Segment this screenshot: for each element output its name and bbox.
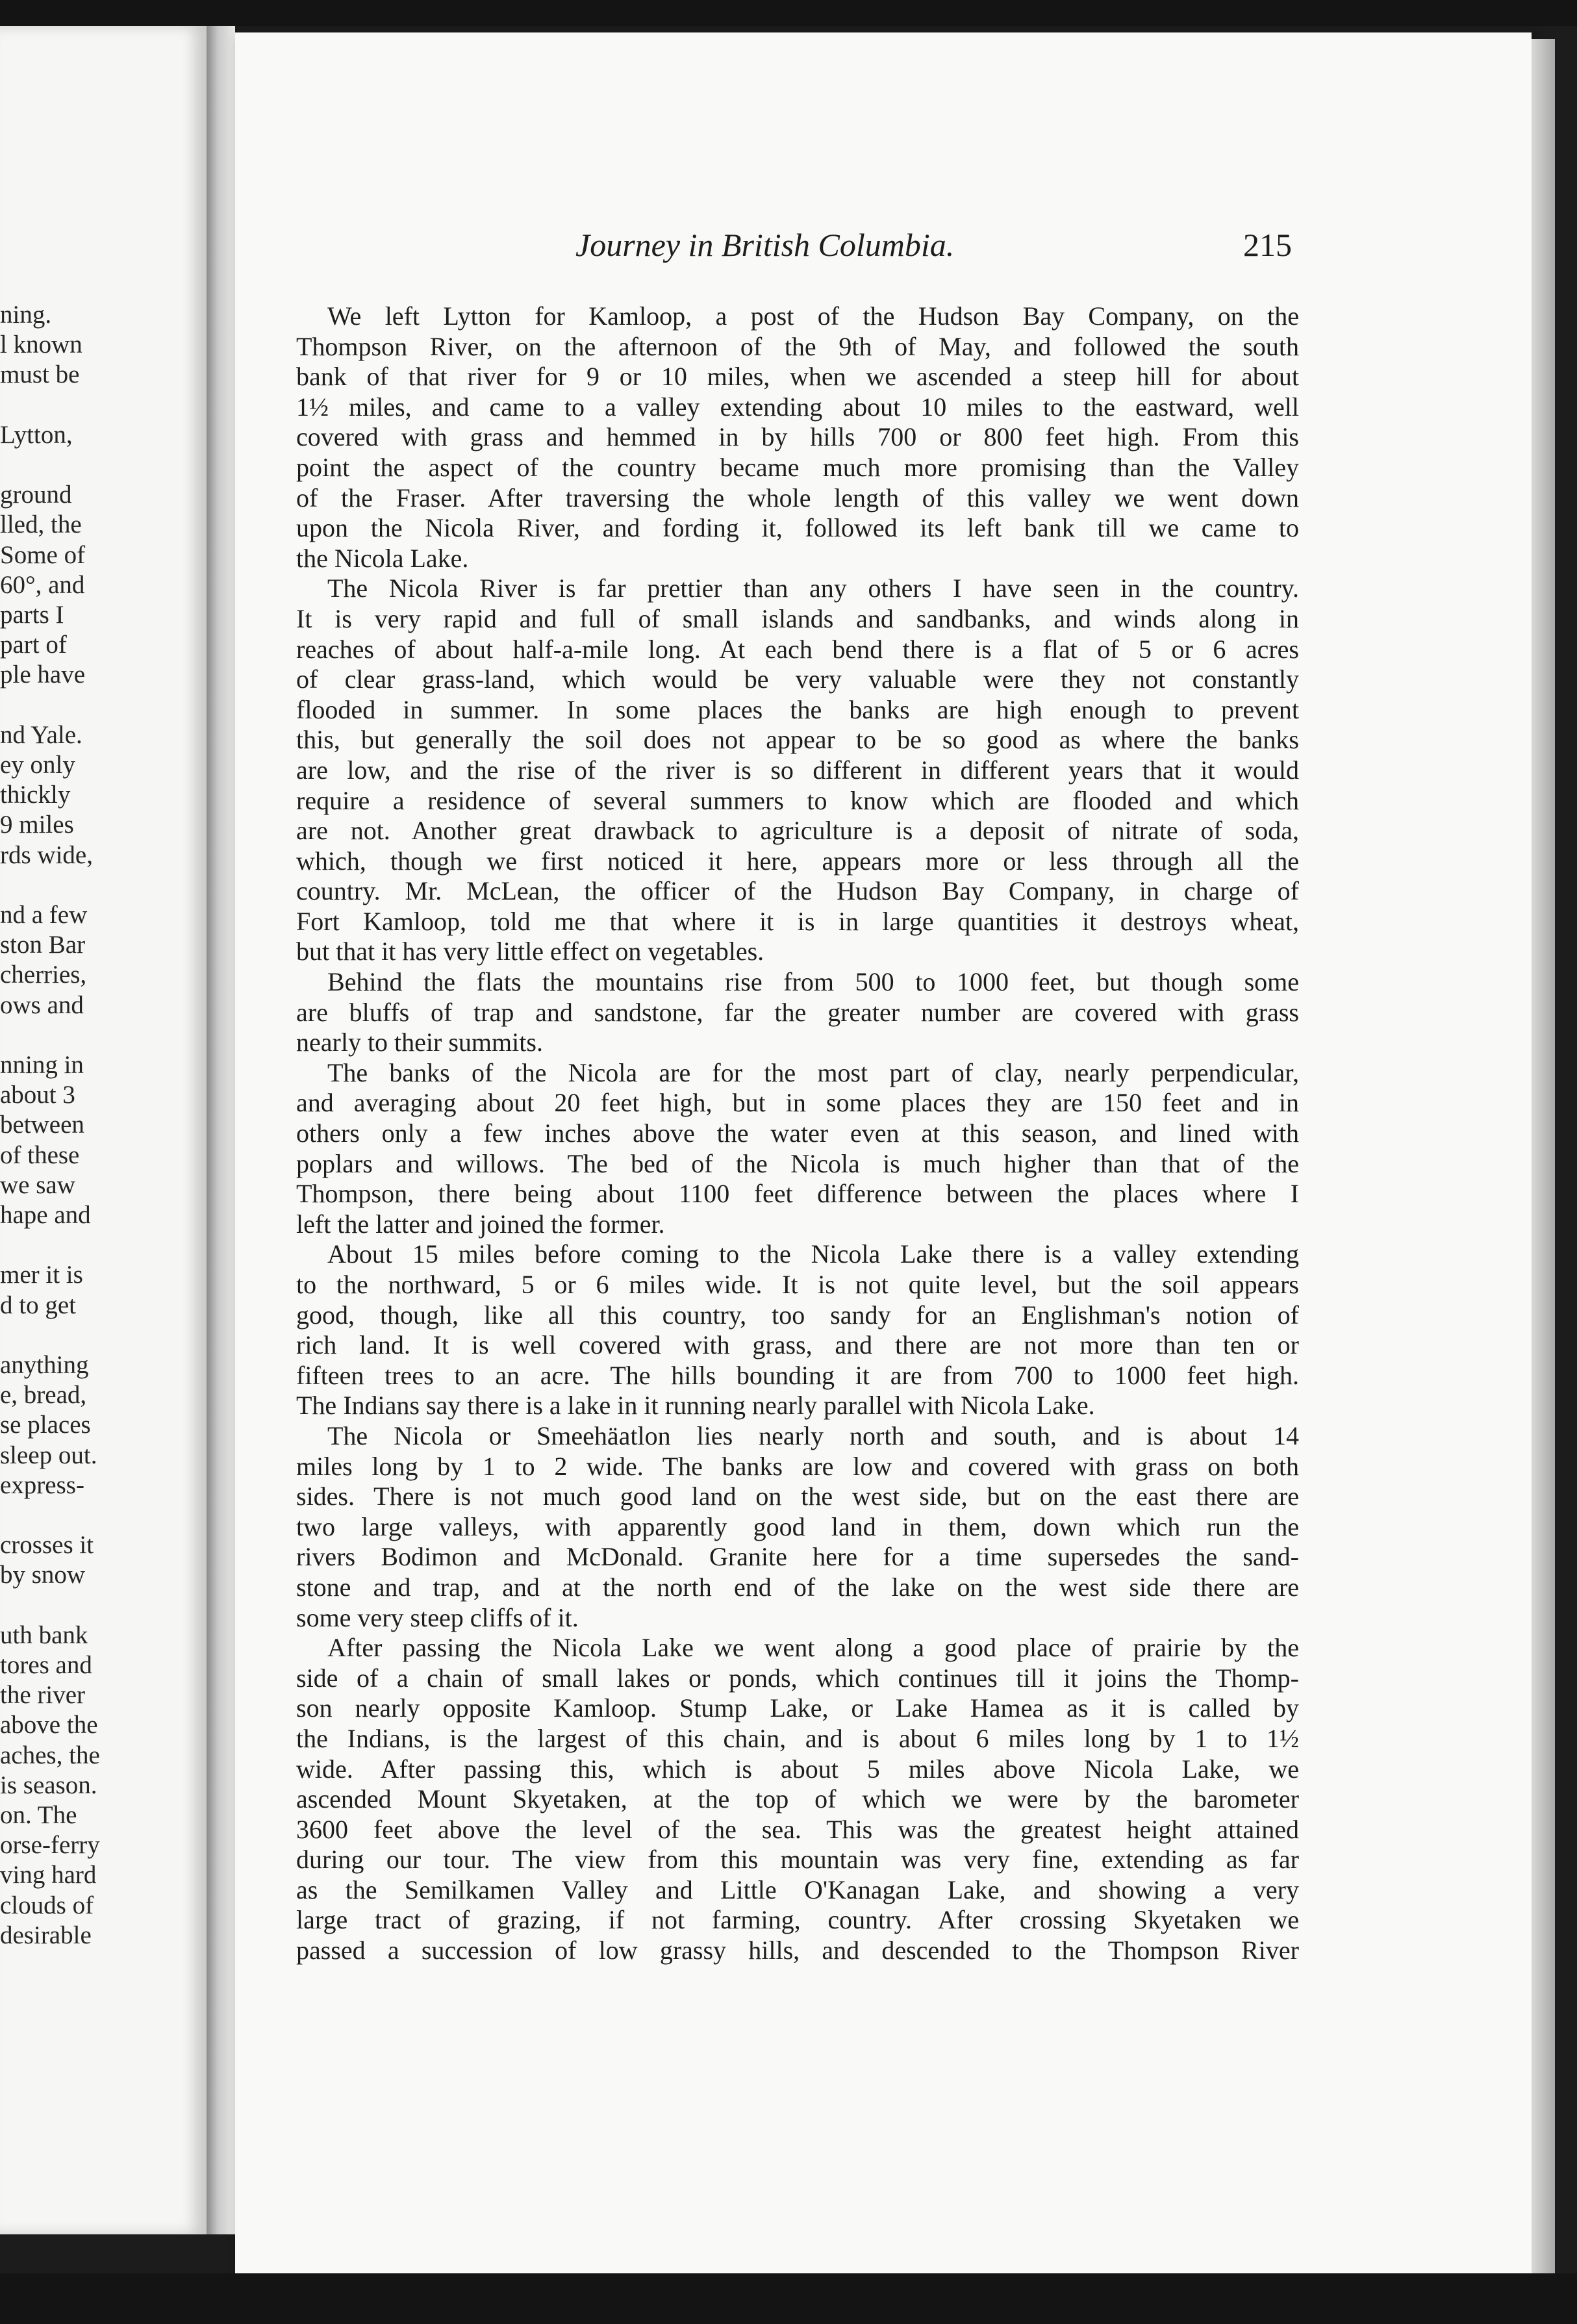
body-line: reaches of about half-a-mile long. At each bend there is a flat of 5 or 6 acres <box>296 634 1299 664</box>
body-line: stone and trap, and at the north end of the lake on the west side there are <box>296 1572 1299 1602</box>
body-line: 3600 feet above the level of the sea. This was the greatest height attained <box>296 1814 1299 1844</box>
body-line: It is very rapid and full of small islands and sandbanks, and winds along in <box>296 603 1299 633</box>
left-page-fragment: lled, the <box>0 511 82 539</box>
body-line: this, but generally the soil does not appear to be so good as where the banks <box>296 725 1299 755</box>
left-page-fragment: above the <box>0 1711 98 1739</box>
body-line: poplars and willows. The bed of the Nicola is much higher than that of the <box>296 1148 1299 1178</box>
left-page-fragment: ning. <box>0 301 52 329</box>
body-text <box>296 301 1299 1966</box>
left-page-fragment: nd a few <box>0 901 88 929</box>
left-page-fragment: 60°, and <box>0 570 85 599</box>
body-line: during our tour. The view from this mountain was very fine, extending as far <box>296 1845 1299 1875</box>
left-page-fragment: l known <box>0 331 82 359</box>
body-line: son nearly opposite Kamloop. Stump Lake, or Lake Hamea as it is called by <box>296 1693 1299 1723</box>
body-line: About 15 miles before coming to the Nicola Lake there is a valley extending <box>327 1239 1299 1269</box>
left-page-fragment: express- <box>0 1471 84 1499</box>
body-line: side of a chain of small lakes or ponds, which continues till it joins the Thomp- <box>296 1663 1299 1693</box>
left-page-fragment: e, bread, <box>0 1381 87 1409</box>
left-page-fragment: anything <box>0 1351 89 1379</box>
left-page-fragment: clouds of <box>0 1891 94 1919</box>
book-gutter <box>207 26 235 2234</box>
body-line: Behind the flats the mountains rise from 500 to 1000 feet, but though some <box>327 967 1299 997</box>
body-line: The banks of the Nicola are for the most part of clay, nearly perpendicular, <box>327 1057 1299 1087</box>
page-edge <box>1532 39 1555 2273</box>
left-page-fragment: 9 miles <box>0 811 74 839</box>
left-page-fragment: by snow <box>0 1561 86 1589</box>
body-line: Fort Kamloop, told me that where it is in large quantities it destroys wheat, <box>296 906 1299 936</box>
page-number: 215 <box>1243 227 1292 263</box>
body-line: are low, and the rise of the river is so different in different years that it would <box>296 755 1299 785</box>
body-line: ascended Mount Skyetaken, at the top of which we were by the barometer <box>296 1784 1299 1814</box>
body-line: The Nicola River is far prettier than any others I have seen in the country. <box>327 574 1299 603</box>
left-page-fragment: thickly <box>0 781 71 809</box>
left-page-fragment: hape and <box>0 1201 91 1229</box>
body-line: upon the Nicola River, and fording it, followed its left bank till we came to <box>296 513 1299 543</box>
body-line: bank of that river for 9 or 10 miles, when we ascended a steep hill for about <box>296 362 1299 392</box>
body-line: are not. Another great drawback to agriculture is a deposit of nitrate of soda, <box>296 816 1299 846</box>
body-line: After passing the Nicola Lake we went along a good place of prairie by the <box>327 1633 1299 1663</box>
left-page-fragment: rds wide, <box>0 840 93 869</box>
body-line: rich land. It is well covered with grass, and there are not more than ten or <box>296 1330 1299 1360</box>
body-line: The Nicola or Smeehäatlon lies nearly north and south, and is about 14 <box>327 1421 1299 1450</box>
left-page-fragment: uth bank <box>0 1621 88 1649</box>
body-line: to the northward, 5 or 6 miles wide. It is not quite level, but the soil appears <box>296 1270 1299 1299</box>
body-line: fifteen trees to an acre. The hills bounding it are from 700 to 1000 feet high. <box>296 1360 1299 1390</box>
scan-top-border <box>0 0 1577 26</box>
body-line: but that it has very little effect on vegetables. <box>296 937 764 966</box>
body-line: point the aspect of the country became much more promising than the Valley <box>296 452 1299 482</box>
body-line: sides. There is not much good land on the west side, but on the east there are <box>296 1482 1299 1511</box>
body-line: good, though, like all this country, too sandy for an Englishman's notion of <box>296 1300 1299 1330</box>
left-page-fragment: Lytton, <box>0 420 73 449</box>
body-line: rivers Bodimon and McDonald. Granite here for a time supersedes the sand- <box>296 1542 1299 1572</box>
body-line: miles long by 1 to 2 wide. The banks are low and covered with grass on both <box>296 1451 1299 1481</box>
body-line: flooded in summer. In some places the banks are high enough to prevent <box>296 694 1299 724</box>
body-line: 1½ miles, and came to a valley extending about 10 miles to the eastward, well <box>296 392 1299 422</box>
body-line: We left Lytton for Kamloop, a post of the Hudson Bay Company, on the <box>327 301 1299 331</box>
left-page-fragment: Some of <box>0 540 86 569</box>
left-page-fragment: cherries, <box>0 961 87 989</box>
left-page-fragment: ving hard <box>0 1861 97 1889</box>
body-line: require a residence of several summers to know which are flooded and which <box>296 785 1299 815</box>
left-page-fragment: nd Yale. <box>0 720 82 749</box>
left-page-fragment: of these <box>0 1141 80 1169</box>
body-line: others only a few inches above the water even at this season, and lined with <box>296 1118 1299 1148</box>
body-line: country. Mr. McLean, the officer of the Hudson Bay Company, in charge of <box>296 876 1299 906</box>
body-line: Thompson River, on the afternoon of the 9th of May, and followed the south <box>296 331 1299 361</box>
left-page-fragment: crosses it <box>0 1531 94 1560</box>
left-page-fragment: ows and <box>0 991 84 1019</box>
left-page-fragment: parts I <box>0 601 64 629</box>
left-page-fragment: must be <box>0 360 80 389</box>
left-page-fragment: ple have <box>0 661 86 689</box>
body-line: covered with grass and hemmed in by hills 700 or 800 feet high. From this <box>296 422 1299 452</box>
body-line: which, though we first noticed it here, appears more or less through all the <box>296 846 1299 876</box>
body-line: the Nicola Lake. <box>296 543 469 573</box>
facing-page-left <box>0 26 207 2234</box>
left-page-fragment: aches, the <box>0 1741 100 1769</box>
left-page-fragment: nning in <box>0 1051 84 1079</box>
body-line: some very steep cliffs of it. <box>296 1602 579 1632</box>
body-line: large tract of grazing, if not farming, country. After crossing Skyetaken we <box>296 1905 1299 1935</box>
body-line: and averaging about 20 feet high, but in some places they are 150 feet and in <box>296 1088 1299 1118</box>
left-page-fragment: we saw <box>0 1170 75 1199</box>
body-line: of the Fraser. After traversing the whole length of this valley we went down <box>296 483 1299 512</box>
left-page-fragment: part of <box>0 631 67 659</box>
left-page-fragment: between <box>0 1111 84 1139</box>
left-page-fragment: orse-ferry <box>0 1831 100 1860</box>
body-line: left the latter and joined the former. <box>296 1209 665 1239</box>
body-line: two large valleys, with apparently good land in them, down which run the <box>296 1511 1299 1541</box>
body-line: passed a succession of low grassy hills, and descended to the Thompson River <box>296 1936 1299 1965</box>
left-page-fragment: mer it is <box>0 1261 83 1289</box>
body-line: nearly to their summits. <box>296 1028 543 1057</box>
body-line: of clear grass-land, which would be very valuable were they not constantly <box>296 664 1299 694</box>
running-head: Journey in British Columbia. <box>575 227 955 263</box>
scan-bottom-border <box>0 2273 1577 2324</box>
body-line: The Indians say there is a lake in it running nearly parallel with Nicola Lake. <box>296 1391 1095 1421</box>
left-page-fragment: the river <box>0 1681 86 1710</box>
body-line: the Indians, is the largest of this chain, and is about 6 miles long by 1 to 1½ <box>296 1723 1299 1753</box>
left-page-fragment: is season. <box>0 1771 97 1799</box>
left-page-fragment: ston Bar <box>0 931 86 959</box>
left-page-fragment: tores and <box>0 1651 92 1679</box>
left-page-fragment: ground <box>0 481 72 509</box>
left-page-fragment: about 3 <box>0 1081 75 1109</box>
body-line: are bluffs of trap and sandstone, far the greater number are covered with grass <box>296 997 1299 1027</box>
left-page-fragment: se places <box>0 1411 91 1439</box>
body-line: Thompson, there being about 1100 feet difference between the places where I <box>296 1179 1299 1209</box>
left-page-fragment: d to get <box>0 1291 76 1319</box>
left-page-fragment: desirable <box>0 1921 92 1949</box>
left-page-fragment: ey only <box>0 751 75 779</box>
left-page-fragment: on. The <box>0 1801 77 1829</box>
left-page-fragment: sleep out. <box>0 1441 97 1469</box>
body-line: as the Semilkamen Valley and Little O'Kanagan Lake, and showing a very <box>296 1875 1299 1904</box>
body-line: wide. After passing this, which is about 5 miles above Nicola Lake, we <box>296 1754 1299 1784</box>
